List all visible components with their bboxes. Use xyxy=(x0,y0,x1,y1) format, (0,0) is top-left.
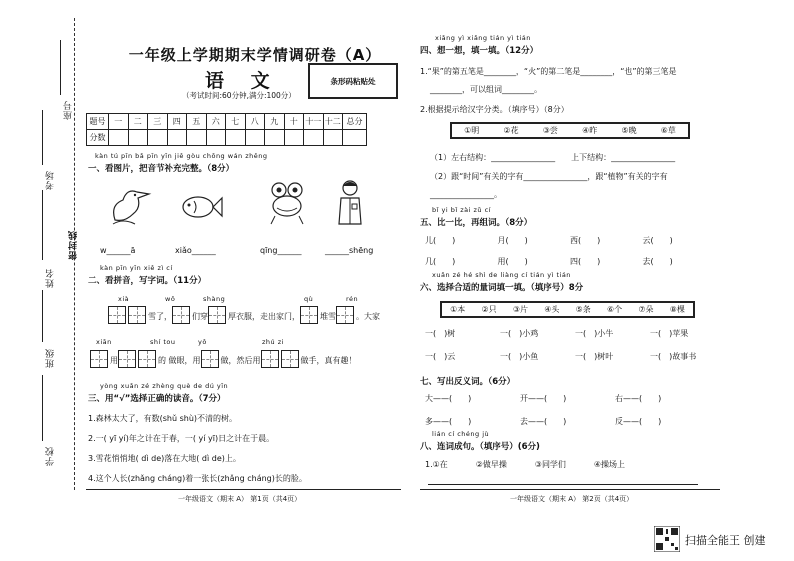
q6-option: ⑧棵 xyxy=(669,305,685,314)
q6-option: ⑤条 xyxy=(575,305,591,314)
name-line xyxy=(42,190,43,260)
score-cell[interactable] xyxy=(206,130,226,146)
q2-py-shang: shàng xyxy=(203,295,226,303)
score-header-cell: 总分 xyxy=(343,114,367,130)
q5-item[interactable]: 西( ) xyxy=(570,236,601,245)
q5-item[interactable]: 去( ) xyxy=(642,257,673,266)
score-header-cell: 三 xyxy=(148,114,168,130)
q8-answer-line[interactable] xyxy=(428,484,698,485)
q8-item: 1.①在 xyxy=(425,460,448,469)
score-header-cell: 十一 xyxy=(304,114,324,130)
score-cell[interactable] xyxy=(323,130,343,146)
q2-row2 xyxy=(90,348,357,368)
write-grid[interactable] xyxy=(261,350,279,368)
q6-option: ④头 xyxy=(544,305,560,314)
q8-title: 八、连词成句。（填序号）(6分) xyxy=(420,442,540,452)
q2-row2-text-1: 用 xyxy=(110,356,118,365)
q6-item[interactable]: 一( )故事书 xyxy=(650,352,697,361)
q4-sub-1[interactable]: （1）左右结构：________________ 上下结构：________________ xyxy=(430,153,676,162)
q2-row1-text-2: 们穿 xyxy=(192,312,208,321)
school-line xyxy=(42,375,43,441)
q2-row1 xyxy=(108,304,380,324)
q2-title: 二、看拼音，写字词。（11分） xyxy=(88,276,207,286)
q3-item-4[interactable]: 4.这个人长(zhǎng cháng)着一张长(zhǎng cháng)长的脸。 xyxy=(88,474,307,483)
q6-item[interactable]: 一( )苹果 xyxy=(650,329,689,338)
score-value-row xyxy=(87,130,367,146)
subject-title: 语 文 xyxy=(205,70,280,92)
q5-item[interactable]: 用( ) xyxy=(497,257,528,266)
q4-option: ②花 xyxy=(503,126,519,135)
q6-option: ②只 xyxy=(481,305,497,314)
write-grid[interactable] xyxy=(208,306,226,324)
q4-option: ⑤晚 xyxy=(621,126,637,135)
score-cell[interactable] xyxy=(284,130,304,146)
q4-sub-2[interactable]: （2）跟“时间”有关的字有________________，跟“植物”有关的字有 xyxy=(430,172,668,181)
q8-pinyin: lián cí chéng jù xyxy=(432,430,490,438)
exam-room-label: 考场 xyxy=(46,170,56,190)
q7-item[interactable]: 反——( ) xyxy=(615,417,662,426)
q5-item[interactable]: 四( ) xyxy=(570,257,601,266)
exam-title: 一年级上学期期末学情调研卷（A） xyxy=(128,46,382,64)
q2-row2-text-2: 的 做眼，用 xyxy=(158,356,201,365)
write-grid[interactable] xyxy=(90,350,108,368)
q4-item-1b[interactable]: ________，可以组词________。 xyxy=(430,85,542,94)
q5-item[interactable]: 云( ) xyxy=(642,236,673,245)
q6-item[interactable]: 一( )云 xyxy=(425,352,456,361)
score-cell[interactable] xyxy=(128,130,148,146)
score-cell[interactable] xyxy=(167,130,187,146)
q4-pinyin: xiǎng yì xiǎng tián yì tián xyxy=(435,34,531,42)
left-page-footer: 一年级语文（期末 A） 第1页（共4页） xyxy=(178,495,302,503)
score-header-cell: 八 xyxy=(245,114,265,130)
write-grid[interactable] xyxy=(108,306,126,324)
q4-option: ④昨 xyxy=(582,126,598,135)
crow-picture xyxy=(105,180,155,228)
q4-sub-2b[interactable]: ________________。 xyxy=(430,190,502,199)
q2-row1-text-4: 堆雪 xyxy=(320,312,336,321)
score-cell[interactable] xyxy=(265,130,285,146)
q5-title: 五、比一比，再组词。（8分） xyxy=(420,218,533,228)
write-grid[interactable] xyxy=(336,306,354,324)
seat-number-label: 座号 xyxy=(64,100,74,120)
fish-picture xyxy=(180,192,224,222)
seat-number-line xyxy=(60,40,61,95)
q6-item[interactable]: 一( )小鱼 xyxy=(500,352,539,361)
q3-item-3[interactable]: 3.雪花悄悄地( dì de)落在大地( dì de)上。 xyxy=(88,454,241,463)
q7-title: 七、写出反义词。（6分） xyxy=(420,377,516,387)
left-footer-rule xyxy=(86,489,401,490)
barcode-label: 条形码粘贴处 xyxy=(330,76,376,86)
q5-item[interactable]: 月( ) xyxy=(497,236,528,245)
q5-pinyin: bǐ yi bǐ zài zǔ cí xyxy=(432,206,491,214)
q7-item[interactable]: 右——( ) xyxy=(615,394,662,403)
q2-py-wo: wǒ xyxy=(165,295,176,303)
write-grid[interactable] xyxy=(128,306,146,324)
score-header-cell: 五 xyxy=(187,114,207,130)
score-cell[interactable] xyxy=(343,130,367,146)
score-header-cell: 六 xyxy=(206,114,226,130)
write-grid[interactable] xyxy=(300,306,318,324)
q2-row1-text-3: 厚衣服，走出家门， xyxy=(228,312,300,321)
score-row-label: 分数 xyxy=(87,130,109,146)
q2-py-xia: xià xyxy=(118,295,130,303)
q6-item[interactable]: 一( )小牛 xyxy=(575,329,614,338)
q4-item-2: 2.根据提示给汉字分类。（填序号）（8分） xyxy=(420,105,569,114)
q4-options-box xyxy=(450,122,690,139)
q2-py-shitou: shí tou xyxy=(150,338,176,346)
q2-py-ren: rén xyxy=(346,295,359,303)
score-cell[interactable] xyxy=(187,130,207,146)
q3-pinyin: yòng xuǎn zé zhèng què de dú yīn xyxy=(100,382,229,390)
score-header-cell: 九 xyxy=(265,114,285,130)
score-header-cell: 一 xyxy=(109,114,129,130)
class-label: 班级 xyxy=(46,348,56,368)
write-grid[interactable] xyxy=(201,350,219,368)
write-grid[interactable] xyxy=(138,350,156,368)
q1-answer-1[interactable]: w______ā xyxy=(100,246,136,255)
q2-pinyin: kàn pīn yīn xiě zì cí xyxy=(100,264,173,272)
q5-item[interactable]: 几( ) xyxy=(425,257,456,266)
q7-item[interactable]: 开——( ) xyxy=(520,394,567,403)
q2-py-xian: xiān xyxy=(96,338,112,346)
score-cell[interactable] xyxy=(245,130,265,146)
q6-options-box xyxy=(440,301,695,318)
fold-text: 密封线 xyxy=(69,230,79,260)
q1-title: 一、看图片，把音节补充完整。（8分） xyxy=(88,164,235,174)
q6-item[interactable]: 一( )树 xyxy=(425,329,456,338)
watermark-text: 扫描全能王 创建 xyxy=(685,534,766,547)
q6-item[interactable]: 一( )树叶 xyxy=(575,352,614,361)
class-line xyxy=(42,290,43,342)
score-cell[interactable] xyxy=(304,130,324,146)
qr-code-icon xyxy=(654,526,680,552)
q2-py-zhuzi: zhú zi xyxy=(262,338,284,346)
score-header-cell: 四 xyxy=(167,114,187,130)
q8-items xyxy=(425,459,625,470)
score-table xyxy=(86,113,367,146)
q8-item: ④操场上 xyxy=(593,460,625,469)
q7-grid xyxy=(425,393,710,427)
q3-title: 三、用“√”选择正确的读音。（7分） xyxy=(88,394,226,404)
q1-pinyin: kàn tú pīn bǎ pīn yīn jiě gòu chōng wán zhěng xyxy=(95,152,268,160)
barcode-box xyxy=(308,63,398,99)
right-page-footer: 一年级语文（期末 A） 第2页（共4页） xyxy=(510,495,634,503)
write-grid[interactable] xyxy=(281,350,299,368)
q6-grid xyxy=(425,328,725,362)
q6-item[interactable]: 一( )小鸡 xyxy=(500,329,539,338)
write-grid[interactable] xyxy=(118,350,136,368)
q2-row1-text-5: 。大家 xyxy=(356,312,380,321)
q4-option: ①明 xyxy=(464,126,480,135)
q5-grid xyxy=(425,235,715,267)
q6-option: ①本 xyxy=(450,305,466,314)
exam-info: （考试时间:60分钟,满分:100分） xyxy=(182,91,296,100)
score-header-row xyxy=(87,114,367,130)
doctor-picture xyxy=(335,178,365,228)
q1-answer-4[interactable]: ______shēng xyxy=(325,246,374,255)
q2-py-yo: yǒ xyxy=(198,338,207,346)
score-header-cell: 题号 xyxy=(87,114,109,130)
q2-row2-text-3: 做，然后用 xyxy=(220,356,261,365)
q7-item[interactable]: 多——( ) xyxy=(425,417,472,426)
q6-option: ③片 xyxy=(512,305,529,314)
q6-option: ⑥个 xyxy=(606,305,623,314)
q6-option: ⑦朵 xyxy=(638,305,654,314)
q6-title: 六、选择合适的量词填一填。（填序号）8分 xyxy=(420,283,584,293)
name-label: 姓名 xyxy=(46,268,56,288)
q2-row2-text-4: 做手，真有趣！ xyxy=(300,356,357,365)
q2-row1-text-1: 雪了， xyxy=(148,312,172,321)
q1-answer-3[interactable]: qīng______ xyxy=(260,246,302,255)
q4-option: ⑥草 xyxy=(660,126,676,135)
q4-option: ③尝 xyxy=(542,126,558,135)
score-cell[interactable] xyxy=(109,130,129,146)
score-cell[interactable] xyxy=(226,130,246,146)
q6-pinyin: xuǎn zé hé shì de liàng cí tián yì tián xyxy=(432,271,571,279)
q8-item: ③同学们 xyxy=(534,460,566,469)
write-grid[interactable] xyxy=(172,306,190,324)
q3-item-2[interactable]: 2.一( yī yí)年之计在于春，一( yí yī)日之计在于晨。 xyxy=(88,434,275,443)
q3-item-1[interactable]: 1.森林太大了，有数(shǔ shù)不清的树。 xyxy=(88,414,238,423)
binding-margin xyxy=(0,0,82,480)
q4-title: 四、想一想，填一填。（12分） xyxy=(420,46,539,56)
score-header-cell: 十二 xyxy=(323,114,343,130)
score-header-cell: 十 xyxy=(284,114,304,130)
q8-item: ②做早操 xyxy=(475,460,507,469)
q5-item[interactable]: 儿( ) xyxy=(425,236,456,245)
right-footer-rule xyxy=(420,489,720,490)
q4-item-1[interactable]: 1.“果”的第五笔是________，“火”的第二笔是________，“也”的第三笔是 xyxy=(420,67,677,76)
score-header-cell: 七 xyxy=(226,114,246,130)
score-cell[interactable] xyxy=(148,130,168,146)
exam-room-line xyxy=(42,110,43,165)
school-label: 学校 xyxy=(46,446,56,466)
score-header-cell: 二 xyxy=(128,114,148,130)
q7-item[interactable]: 大——( ) xyxy=(425,394,472,403)
q2-py-qu: qù xyxy=(304,295,314,303)
q1-answer-2[interactable]: xiǎo______ xyxy=(175,246,216,255)
q7-item[interactable]: 去——( ) xyxy=(520,417,567,426)
frog-picture xyxy=(267,180,307,226)
